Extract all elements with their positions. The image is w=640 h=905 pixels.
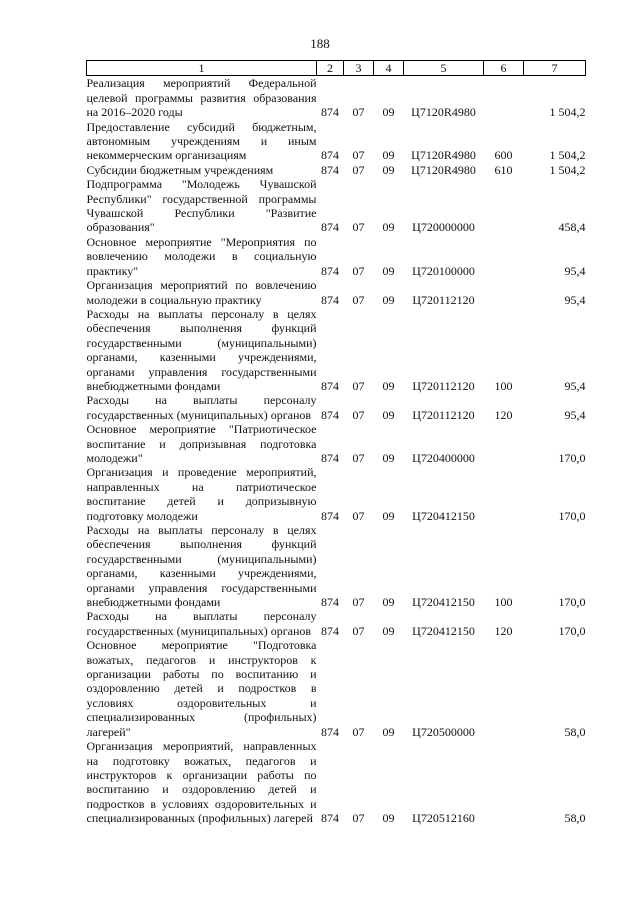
row-target: Ц7120R4980 (411, 105, 476, 120)
header-col-1: 1 (87, 61, 317, 76)
row-ministry: 874 (321, 220, 339, 235)
row-type (484, 739, 524, 825)
row-type (484, 278, 524, 307)
header-col-2: 2 (317, 61, 344, 76)
row-section: 07 (352, 407, 365, 422)
row-subsection: 09 (382, 450, 395, 465)
row-type (484, 177, 524, 235)
table-row (87, 739, 586, 825)
row-amount: 95,4 (564, 378, 586, 393)
row-target: Ц720412150 (412, 595, 475, 610)
row-name: Основное мероприятие "Подготовка вожатых, педагогов и инструкторов к организации работы по воспитанию и оздоровлению детей и подростков в условиях оздоровительных и специализированных (профильных) лагерей" (86, 638, 317, 739)
row-name: Организация мероприятий по вовлечению молодежи в социальную практику (86, 278, 317, 307)
row-target: Ц720400000 (412, 450, 475, 465)
table-row (87, 163, 586, 177)
row-subsection: 09 (382, 724, 395, 739)
table-header (87, 61, 586, 76)
row-name: Основное мероприятие "Патриотическое воспитание и допризывная подготовка молодежи" (86, 422, 317, 465)
row-name: Расходы на выплаты персоналу в целях обеспечения выполнения функций государственными (муниципальными) органами, казенными учреждениями, органами управления государственными внебюджетными фондами (86, 523, 317, 610)
row-subsection: 09 (382, 378, 395, 393)
row-type: 610 (494, 162, 513, 177)
row-amount: 170,0 (558, 595, 586, 610)
row-section: 07 (352, 292, 365, 307)
table-row (87, 638, 586, 739)
table-row (87, 465, 586, 523)
row-ministry: 874 (321, 508, 339, 523)
row-amount: 58,0 (564, 724, 586, 739)
row-section: 07 (352, 148, 365, 163)
row-subsection: 09 (382, 292, 395, 307)
row-type: 120 (494, 407, 513, 422)
row-type: 600 (494, 148, 513, 163)
row-subsection: 09 (382, 162, 395, 177)
row-amount: 1 504,2 (549, 162, 586, 177)
row-subsection: 09 (382, 220, 395, 235)
header-col-5: 5 (404, 61, 484, 76)
table-row (87, 307, 586, 393)
row-name: Подпрограмма "Молодежь Чувашской Республики" государственной программы Чувашской Республики "Развитие образования" (86, 177, 317, 235)
table-row (87, 120, 586, 163)
row-amount: 95,4 (564, 407, 586, 422)
row-section: 07 (352, 724, 365, 739)
header-col-3: 3 (344, 61, 374, 76)
row-name: Основное мероприятие "Мероприятия по вовлечению молодежи в социальную практику" (86, 234, 317, 278)
row-type (484, 422, 524, 465)
row-amount: 170,0 (558, 623, 586, 638)
row-ministry: 874 (321, 263, 339, 278)
row-name: Расходы на выплаты персоналу государственных (муниципальных) органов (86, 609, 317, 638)
row-target: Ц720112120 (412, 378, 475, 393)
row-section: 07 (352, 162, 365, 177)
row-target: Ц720000000 (412, 220, 475, 235)
row-type (484, 465, 524, 523)
row-target: Ц720512160 (412, 811, 475, 826)
row-target: Ц720100000 (412, 263, 475, 278)
row-ministry: 874 (321, 378, 339, 393)
row-section: 07 (352, 508, 365, 523)
page-number: 188 (310, 36, 330, 51)
row-subsection: 09 (382, 595, 395, 610)
row-ministry: 874 (321, 292, 339, 307)
header-col-4: 4 (374, 61, 404, 76)
row-subsection: 09 (382, 623, 395, 638)
row-amount: 1 504,2 (549, 148, 586, 163)
row-subsection: 09 (382, 263, 395, 278)
row-ministry: 874 (321, 623, 339, 638)
table-row (87, 393, 586, 422)
row-type (484, 76, 524, 120)
row-section: 07 (352, 378, 365, 393)
row-name: Предоставление субсидий бюджетным, автономным учреждениям и иным некоммерческим организациям (86, 119, 317, 163)
row-target: Ц720412150 (412, 508, 475, 523)
row-name: Реализация мероприятий Федеральной целевой программы развития образования на 2016–2020 годы (86, 76, 317, 120)
row-amount: 458,4 (558, 220, 586, 235)
row-ministry: 874 (321, 105, 339, 120)
table-row (87, 523, 586, 609)
row-section: 07 (352, 220, 365, 235)
row-subsection: 09 (382, 148, 395, 163)
row-section: 07 (352, 595, 365, 610)
row-name: Организация и проведение мероприятий, направленных на патриотическое воспитание детей и допризывную подготовку молодежи (86, 465, 317, 523)
table-row (87, 609, 586, 638)
row-subsection: 09 (382, 508, 395, 523)
table-row (87, 177, 586, 235)
header-col-7: 7 (524, 61, 586, 76)
row-section: 07 (352, 263, 365, 278)
row-amount: 95,4 (564, 263, 586, 278)
row-subsection: 09 (382, 105, 395, 120)
row-type: 100 (494, 378, 513, 393)
row-name: Расходы на выплаты персоналу государственных (муниципальных) органов (86, 393, 317, 422)
header-col-6: 6 (484, 61, 524, 76)
row-ministry: 874 (321, 162, 339, 177)
row-section: 07 (352, 105, 365, 120)
row-target: Ц720500000 (412, 724, 475, 739)
row-target: Ц720112120 (412, 407, 475, 422)
row-ministry: 874 (321, 811, 339, 826)
table-row (87, 422, 586, 465)
row-type (484, 235, 524, 278)
row-name: Субсидии бюджетным учреждениям (86, 162, 274, 177)
table-row (87, 76, 586, 120)
table-row (87, 278, 586, 307)
row-name: Организация мероприятий, направленных на подготовку вожатых, педагогов и инструкторов к организации работы по воспитанию и оздоровлению детей и подростков в условиях оздоровительных и специализированных (профильных) лагерей (86, 739, 317, 826)
row-target: Ц720412150 (412, 623, 475, 638)
row-ministry: 874 (321, 407, 339, 422)
row-section: 07 (352, 811, 365, 826)
row-ministry: 874 (321, 595, 339, 610)
row-section: 07 (352, 623, 365, 638)
row-amount: 58,0 (564, 811, 586, 826)
table-body (87, 76, 586, 826)
budget-table (86, 60, 586, 826)
row-type: 120 (494, 623, 513, 638)
row-ministry: 874 (321, 450, 339, 465)
row-subsection: 09 (382, 407, 395, 422)
row-type (484, 638, 524, 739)
row-target: Ц720112120 (412, 292, 475, 307)
row-type: 100 (494, 595, 513, 610)
row-ministry: 874 (321, 148, 339, 163)
row-target: Ц7120R4980 (411, 148, 476, 163)
row-ministry: 874 (321, 724, 339, 739)
row-amount: 1 504,2 (549, 105, 586, 120)
row-amount: 95,4 (564, 292, 586, 307)
row-target: Ц7120R4980 (411, 162, 476, 177)
row-name: Расходы на выплаты персоналу в целях обеспечения выполнения функций государственными (муниципальными) органами, казенными учреждениями, органами управления государственными внебюджетными фондами (86, 306, 317, 393)
row-subsection: 09 (382, 811, 395, 826)
row-amount: 170,0 (558, 450, 586, 465)
row-section: 07 (352, 450, 365, 465)
row-amount: 170,0 (558, 508, 586, 523)
table-row (87, 235, 586, 278)
